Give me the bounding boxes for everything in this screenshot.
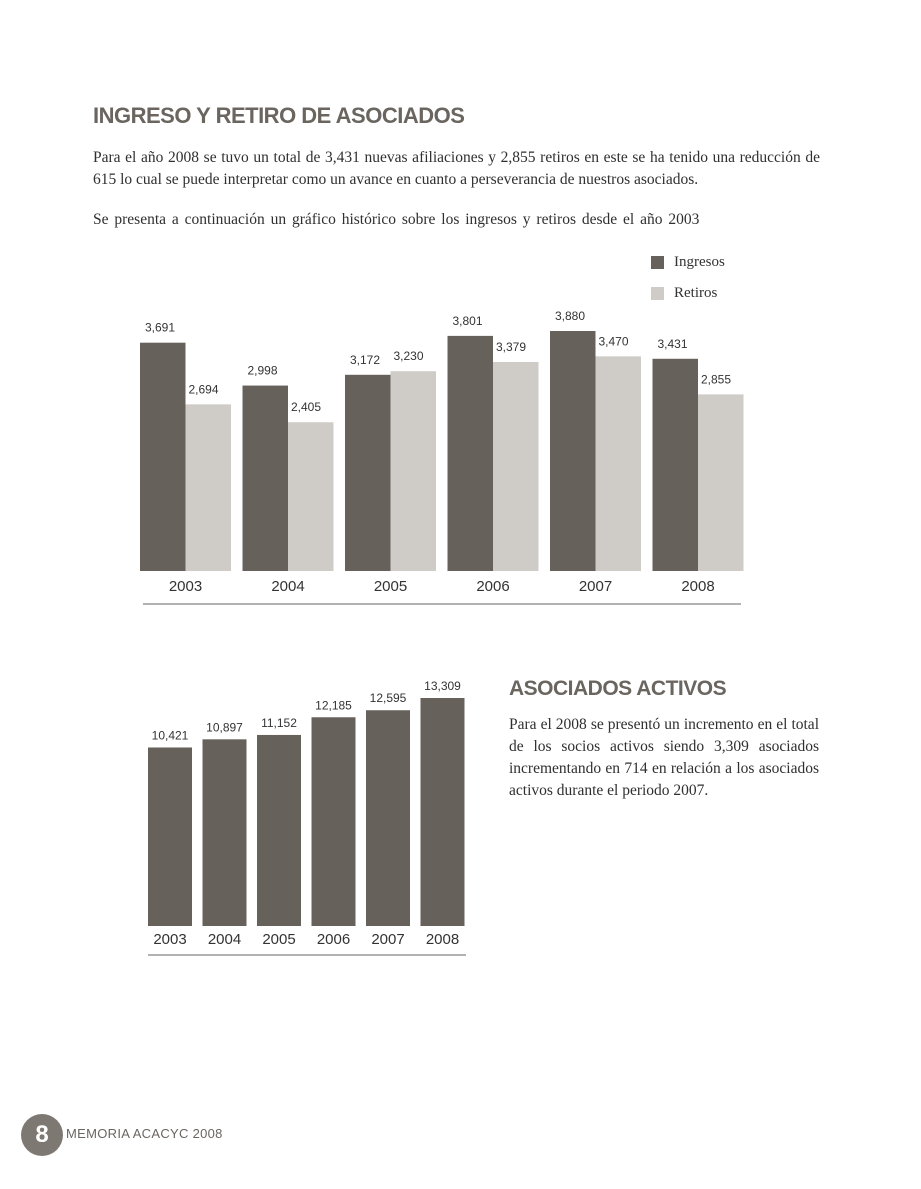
data-label-activos-2008: 13,309: [424, 679, 461, 693]
data-label-ingresos-2008: 3,431: [657, 336, 688, 351]
x-tick-label-activos-2005: 2005: [262, 931, 296, 948]
x-tick-label-activos-2003: 2003: [153, 931, 187, 948]
data-label-activos-2004: 10,897: [206, 720, 243, 735]
x-tick-label-2003: 2003: [168, 578, 203, 595]
data-label-ingresos-2004: 2,998: [247, 363, 278, 378]
page-number-badge: 8: [21, 1114, 63, 1156]
bar-activos-2004: [203, 739, 247, 926]
section-title-ingreso-retiro: INGRESO Y RETIRO DE ASOCIADOS: [93, 103, 465, 128]
data-label-retiros-2003: 2,694: [188, 382, 219, 397]
x-tick-label-2006: 2006: [476, 578, 510, 595]
data-label-ingresos-2006: 3,801: [452, 313, 483, 328]
bar-activos-2007: [366, 710, 410, 926]
chart-intro-paragraph: Se presenta a continuación un gráfico histórico sobre los ingresos y retiros desde el año 2003: [93, 211, 700, 228]
data-label-retiros-2006: 3,379: [496, 339, 527, 354]
x-tick-label-2007: 2007: [578, 578, 613, 595]
data-label-retiros-2005: 3,230: [393, 349, 424, 364]
data-label-activos-2006: 12,185: [315, 698, 352, 713]
data-label-ingresos-2007: 3,880: [555, 309, 586, 323]
data-label-ingresos-2003: 3,691: [145, 320, 176, 335]
bar-activos-2006: [312, 717, 356, 926]
x-tick-label-activos-2007: 2007: [371, 931, 405, 948]
activos-paragraph: Para el 2008 se presentó un incremento en el total de los socios activos siendo 3,309 asociados incrementando en 714 en relación a los asociados activos durante el periodo 2007.: [509, 716, 819, 799]
bar-activos-2008: [421, 698, 465, 926]
x-tick-label-activos-2008: 2008: [425, 931, 460, 948]
section-title-asociados-activos: ASOCIADOS ACTIVOS: [509, 677, 727, 700]
data-label-retiros-2008: 2,855: [701, 372, 732, 387]
data-label-activos-2005: 11,152: [261, 715, 297, 730]
x-tick-label-2008: 2008: [681, 578, 715, 595]
bar-activos-2005: [257, 735, 301, 926]
footer-label: MEMORIA ACACYC 2008: [66, 1126, 223, 1141]
bar-activos-2003: [148, 747, 192, 926]
x-tick-label-activos-2004: 2004: [207, 931, 242, 948]
intro-paragraph: Para el año 2008 se tuvo un total de 3,431 nuevas afiliaciones y 2,855 retiros en este se ha tenido una reducción de 615 lo cual se puede interpretar como un avance en cuanto a perseverancia de nuestros asociados.: [93, 149, 820, 188]
x-tick-label-2004: 2004: [271, 578, 305, 595]
data-label-ingresos-2005: 3,172: [350, 352, 381, 367]
data-label-retiros-2007: 3,470: [598, 334, 629, 349]
legend-label-retiros: Retiros: [674, 285, 718, 301]
data-label-retiros-2004: 2,405: [291, 400, 322, 415]
legend-label-ingresos: Ingresos: [674, 254, 725, 270]
x-tick-label-activos-2006: 2006: [316, 931, 351, 948]
data-label-activos-2003: 10,421: [151, 728, 189, 743]
data-label-activos-2007: 12,595: [369, 691, 407, 706]
x-tick-label-2005: 2005: [373, 578, 408, 595]
